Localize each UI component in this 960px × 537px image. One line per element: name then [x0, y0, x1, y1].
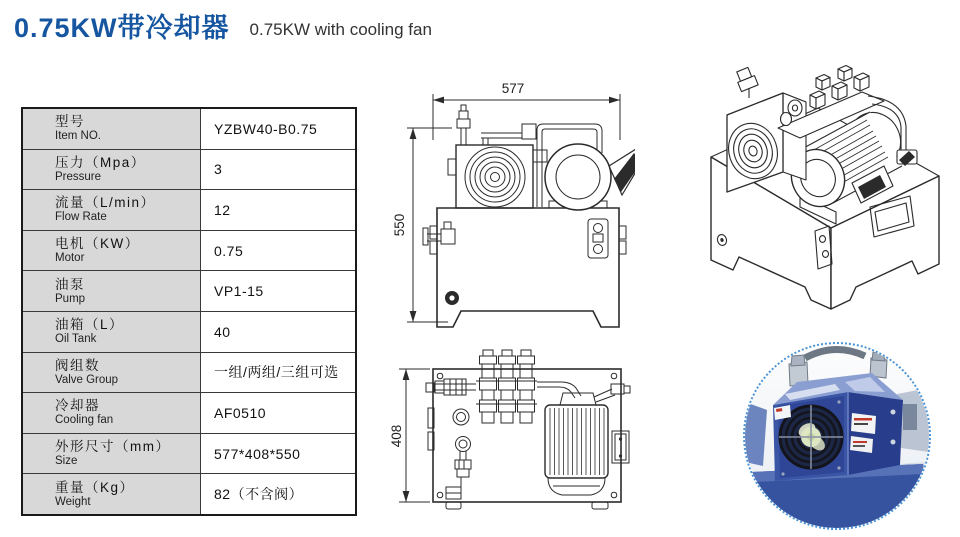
spec-label-en: Item NO. [55, 130, 102, 143]
page-header [14, 6, 432, 45]
spec-label-cn: 型号 [55, 114, 85, 130]
front-height-dim: 550 [392, 213, 407, 237]
page-title: 0.75KW带冷却器 [14, 13, 230, 43]
cooling-fan-photo-art [745, 344, 929, 528]
spec-label-en: Flow Rate [55, 211, 107, 224]
spec-row [23, 149, 355, 190]
spec-row [23, 433, 355, 474]
spec-value [201, 312, 355, 352]
spec-value-text: 40 [214, 323, 231, 340]
spec-row [23, 352, 355, 393]
front-width-dim: 577 [501, 81, 525, 96]
front-view-drawing [385, 78, 635, 330]
spec-label-cn: 压力（Mpa） [55, 154, 146, 170]
cooling-fan-photo [743, 342, 931, 530]
spec-label-cn: 外形尺寸（mm） [55, 439, 171, 455]
spec-label [23, 109, 201, 149]
spec-label-cn: 油泵 [55, 276, 85, 292]
spec-label-cn: 阀组数 [55, 357, 100, 373]
spec-table [21, 107, 357, 516]
spec-row [23, 230, 355, 271]
spec-value-text: 12 [214, 201, 231, 218]
spec-value [201, 474, 355, 514]
spec-row [23, 473, 355, 514]
spec-label-en: Pressure [55, 170, 102, 183]
spec-label-en: Valve Group [55, 373, 119, 386]
spec-value [201, 393, 355, 433]
spec-label-en: Oil Tank [55, 333, 97, 346]
spec-value-text: YZBW40-B0.75 [214, 120, 318, 137]
spec-value-text: 一组/两组/三组可选 [214, 364, 339, 381]
spec-label-en: Size [55, 455, 78, 468]
spec-label-cn: 重量（Kg） [55, 479, 135, 495]
spec-value [201, 231, 355, 271]
spec-label-cn: 冷却器 [55, 398, 100, 414]
spec-row [23, 109, 355, 149]
spec-label [23, 474, 201, 514]
spec-value [201, 109, 355, 149]
spec-value [201, 150, 355, 190]
spec-label [23, 393, 201, 433]
spec-label [23, 150, 201, 190]
spec-label [23, 312, 201, 352]
spec-row [23, 392, 355, 433]
spec-label-cn: 电机（KW） [55, 236, 140, 252]
spec-label [23, 231, 201, 271]
spec-value-text: AF0510 [214, 404, 267, 421]
spec-value [201, 271, 355, 311]
spec-value-text: 3 [214, 161, 223, 178]
spec-value-text: VP1-15 [214, 283, 264, 300]
spec-row [23, 270, 355, 311]
spec-label-en: Pump [55, 292, 86, 305]
spec-value [201, 353, 355, 393]
top-view-drawing [385, 345, 635, 517]
spec-label [23, 353, 201, 393]
spec-label-en: Cooling fan [55, 414, 114, 427]
page-subtitle: 0.75KW with cooling fan [249, 20, 432, 39]
spec-label-en: Weight [55, 495, 91, 508]
spec-row [23, 189, 355, 230]
spec-label [23, 271, 201, 311]
isometric-drawing [700, 62, 956, 330]
spec-value-text: 577*408*550 [214, 445, 301, 462]
spec-label [23, 190, 201, 230]
spec-value-text: 82（不含阀） [214, 486, 304, 503]
spec-value-text: 0.75 [214, 242, 244, 259]
spec-label-en: Motor [55, 252, 85, 265]
top-depth-dim: 408 [389, 424, 404, 448]
spec-label-cn: 流量（L/min） [55, 195, 156, 211]
spec-value [201, 190, 355, 230]
spec-label [23, 434, 201, 474]
spec-row [23, 311, 355, 352]
spec-label-cn: 油箱（L） [55, 317, 125, 333]
spec-value [201, 434, 355, 474]
